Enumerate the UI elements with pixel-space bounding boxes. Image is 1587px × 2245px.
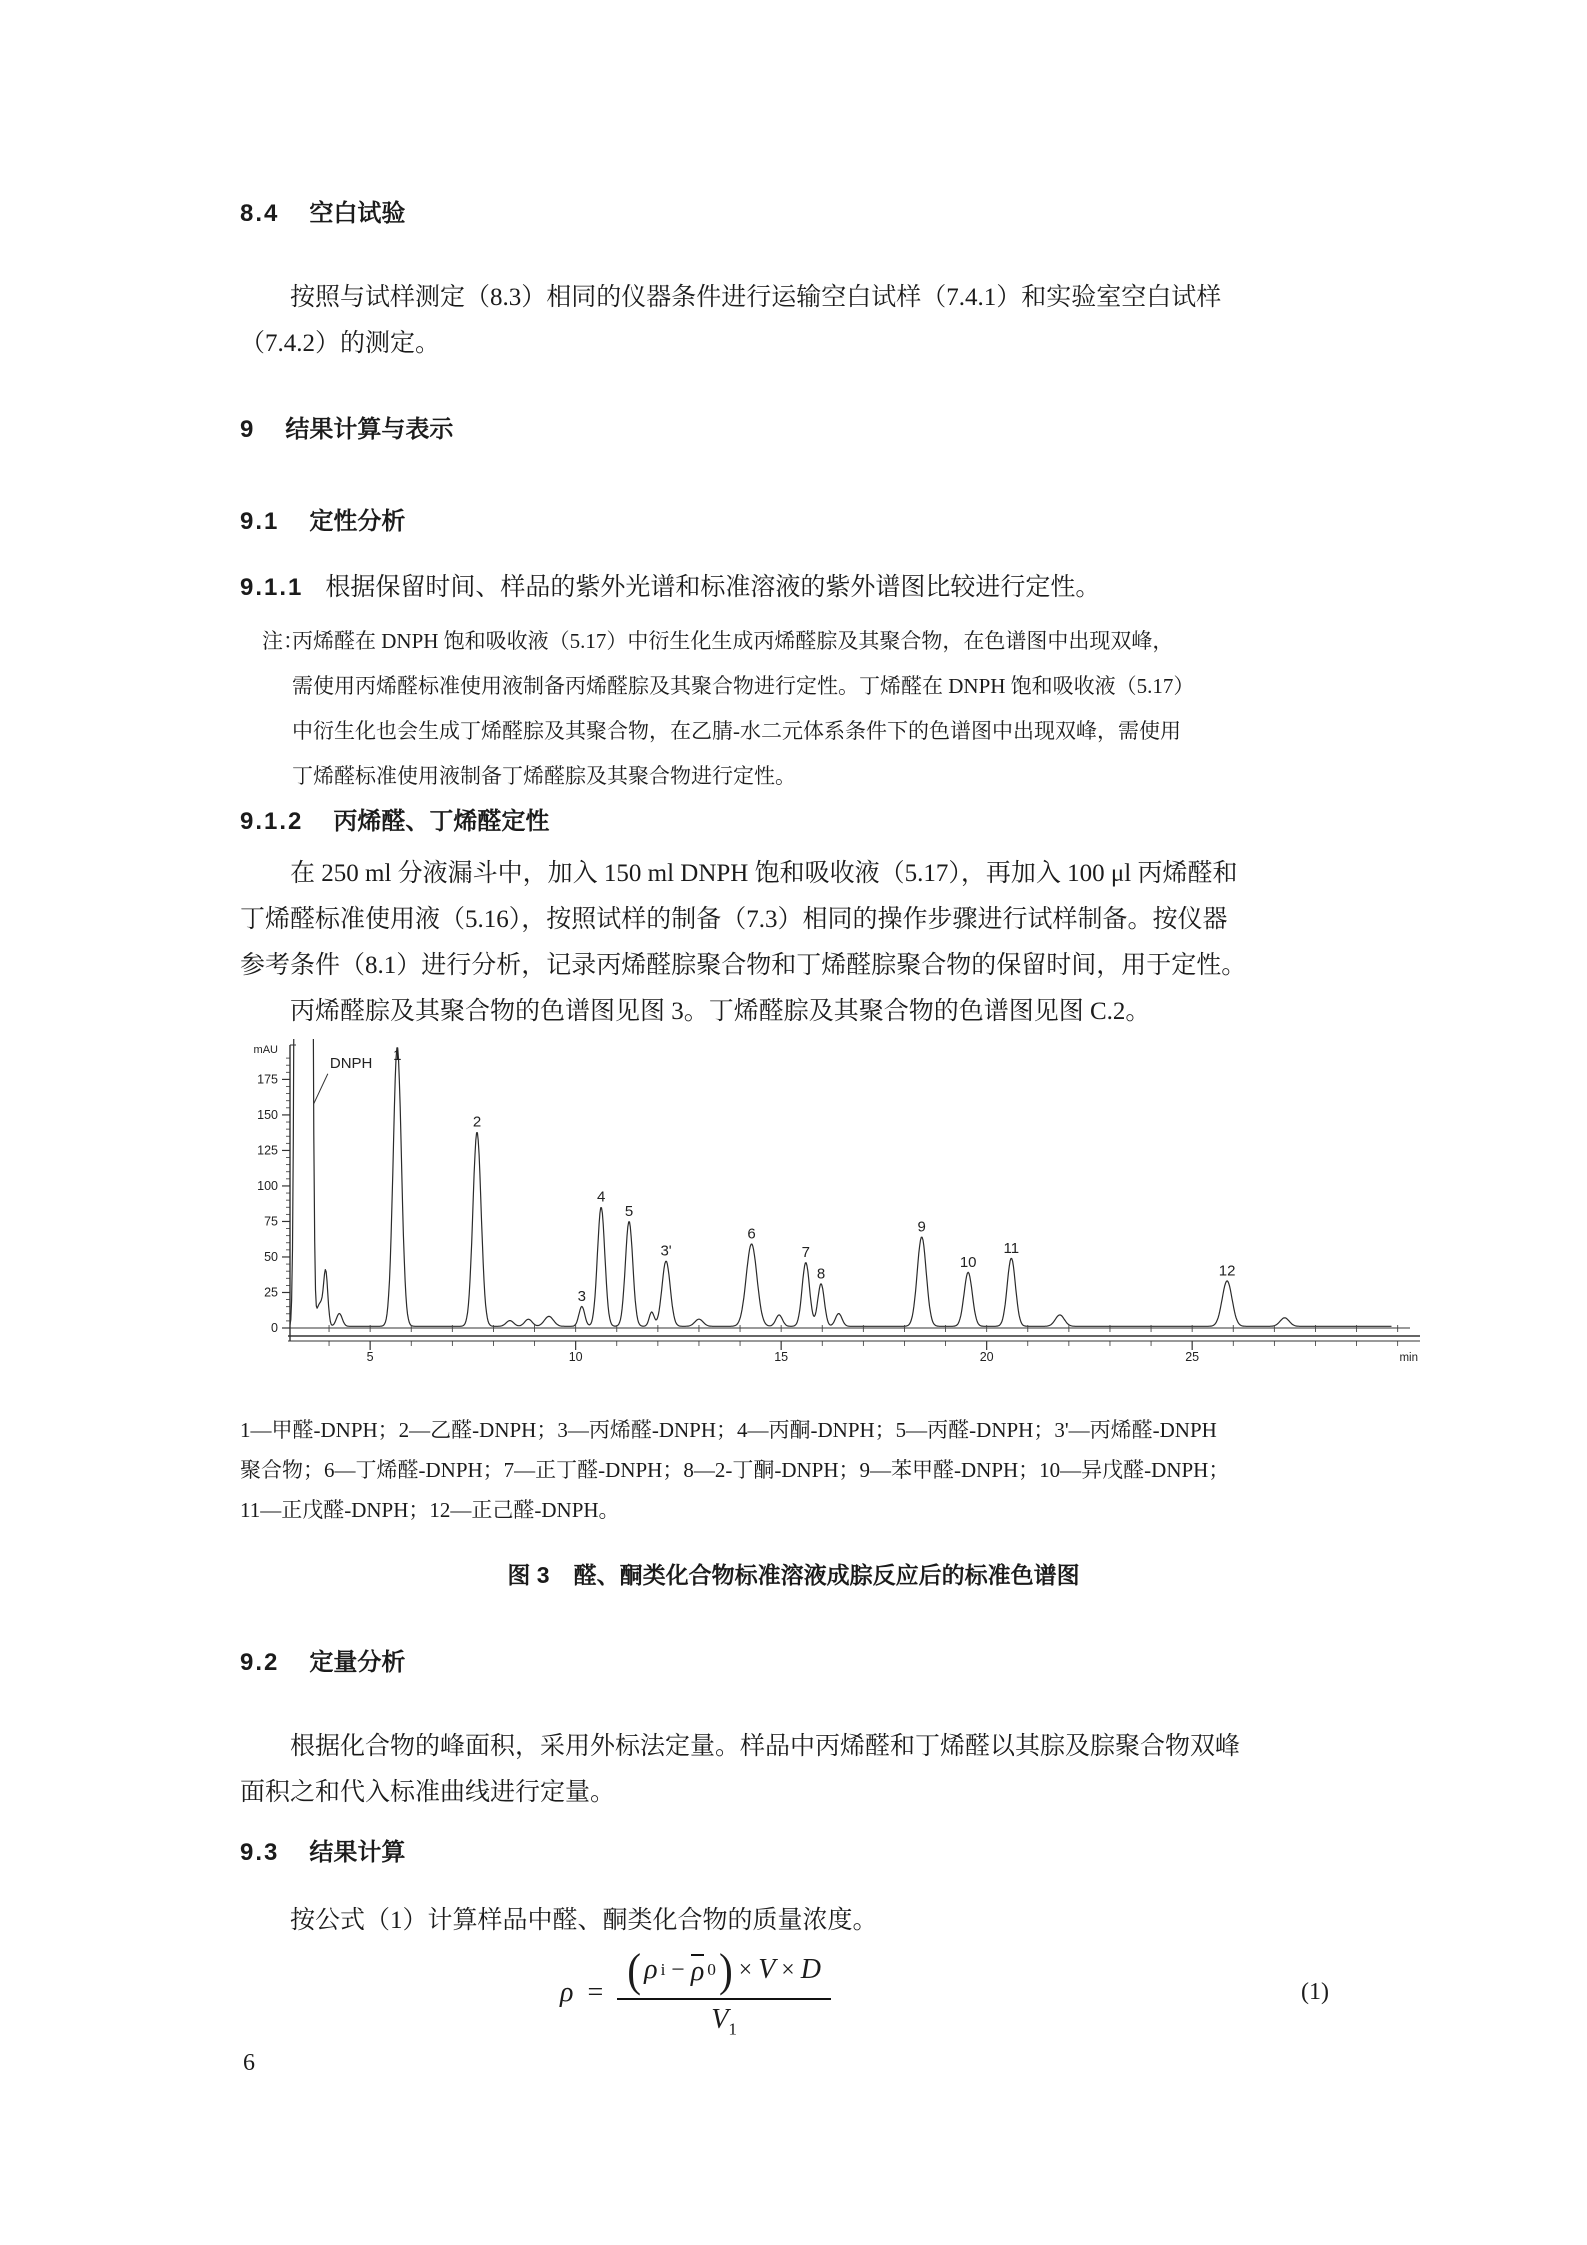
equation-fraction: [617, 1946, 831, 2040]
section-number: 9.2: [240, 1649, 280, 1676]
peak-label-3: 3: [577, 1288, 586, 1306]
paragraph-line: 按照与试样测定（8.3）相同的仪器条件进行运输空白试样（7.4.1）和实验室空白试样: [290, 284, 1222, 311]
section-9-1-2-heading: [240, 807, 1347, 837]
svg-text:175: 175: [257, 1072, 278, 1087]
rho-i: ρ: [644, 1954, 658, 1985]
section-number: 9: [240, 416, 256, 443]
minus-sign: −: [671, 1956, 685, 1983]
svg-text:75: 75: [264, 1214, 278, 1229]
note-line: 需使用丙烯醛标准使用液制备丙烯醛腙及其聚合物进行定性。丁烯醛在 DNPH 饱和吸收液（5.17）: [292, 674, 1195, 698]
figure-3-chromatogram: [178, 1039, 1428, 1374]
figure-title: 醛、酮类化合物标准溶液成腙反应后的标准色谱图: [573, 1562, 1080, 1588]
note-line: 丙烯醛在 DNPH 饱和吸收液（5.17）中衍生化生成丙烯醛腙及其聚合物，在色谱图中出现双峰，: [292, 629, 1174, 653]
clause-9-1-1: [240, 573, 1347, 603]
paragraph-line: 根据化合物的峰面积，采用外标法定量。样品中丙烯醛和丁烯醛以其腙及腙聚合物双峰: [290, 1733, 1241, 1760]
paragraph-line: 丁烯醛标准使用液（5.16），按照试样的制备（7.3）相同的操作步骤进行试样制备。按仪器: [240, 906, 1228, 933]
svg-text:mAU: mAU: [253, 1044, 278, 1056]
section-title: 结果计算与表示: [285, 416, 454, 443]
peak-label-2: 2: [472, 1113, 482, 1131]
peak-label-11: 11: [1003, 1239, 1020, 1257]
paragraph-line: 参考条件（8.1）进行分析，记录丙烯醛腙聚合物和丁烯醛腙聚合物的保留时间，用于定性。: [240, 952, 1247, 979]
open-paren: (: [627, 1944, 642, 1996]
fraction-numerator: [617, 1946, 831, 2000]
svg-text:15: 15: [774, 1350, 789, 1364]
equation-body: [165, 1946, 1226, 2040]
section-9-heading: [240, 415, 1347, 445]
svg-text:10: 10: [568, 1350, 583, 1364]
section-number: 9.1: [240, 508, 280, 535]
peak-label-6: 6: [747, 1225, 756, 1243]
subscript-1: 1: [728, 2019, 738, 2039]
section-9-3-paragraph: [240, 1898, 1347, 1944]
times-sign: ×: [738, 1956, 753, 1983]
legend-line: 11—正戊醛-DNPH；12—正己醛-DNPH。: [240, 1498, 620, 1522]
variable-v: V: [758, 1954, 776, 1985]
figure-3-caption: [240, 1560, 1347, 1590]
equation-number: (1): [1301, 1979, 1329, 2006]
close-paren: ): [718, 1944, 733, 1996]
legend-line: 1—甲醛-DNPH；2—乙醛-DNPH；3—丙烯醛-DNPH；4—丙酮-DNPH；5—丙醛-DNPH；3'—丙烯醛-DNPH: [240, 1418, 1217, 1442]
variable-v1: V: [711, 2004, 729, 2035]
peak-label-7: 7: [801, 1244, 810, 1262]
svg-text:50: 50: [264, 1249, 278, 1264]
peak-label-1: 1: [393, 1047, 402, 1064]
section-number: 9.3: [240, 1839, 280, 1866]
subscript-0: 0: [707, 1960, 716, 1979]
section-9-2-paragraph: [240, 1724, 1347, 1816]
section-9-1-2-paragraph: [240, 851, 1347, 1035]
svg-text:min: min: [1399, 1352, 1418, 1364]
svg-text:0: 0: [271, 1321, 278, 1335]
subscript-i: i: [660, 1960, 666, 1979]
equation-lhs: ρ: [560, 1976, 574, 2008]
svg-text:20: 20: [979, 1350, 994, 1364]
svg-text:25: 25: [264, 1285, 278, 1300]
fraction-denominator: [711, 2000, 737, 2040]
section-title: 空白试验: [309, 200, 406, 227]
section-9-2-heading: [240, 1648, 1347, 1678]
svg-text:150: 150: [257, 1107, 278, 1122]
clause-number: 9.1.1: [240, 574, 304, 601]
peak-label-3': 3': [660, 1242, 672, 1260]
paragraph-line: 在 250 ml 分液漏斗中，加入 150 ml DNPH 饱和吸收液（5.17），再加入 100 μl 丙烯醛和: [290, 860, 1238, 887]
page-content: [0, 199, 1587, 2040]
section-title: 定性分析: [309, 508, 406, 535]
peak-label-8: 8: [816, 1265, 826, 1283]
section-number: 8.4: [240, 200, 280, 227]
section-8-4-paragraph: [240, 275, 1347, 367]
clause-text: 根据保留时间、样品的紫外光谱和标准溶液的紫外谱图比较进行定性。: [325, 574, 1101, 601]
rho-0: ρ: [690, 1956, 705, 1987]
times-sign: ×: [781, 1956, 795, 1983]
figure-3-legend: [240, 1410, 1347, 1530]
rho-0-bar: [691, 1954, 704, 1986]
section-9-1-heading: [240, 507, 1347, 537]
note-line: 中衍生化也会生成丁烯醛腙及其聚合物，在乙腈-水二元体系条件下的色谱图中出现双峰，需使用: [292, 719, 1181, 743]
section-8-4-heading: [240, 199, 1347, 229]
section-title: 丙烯醛、丁烯醛定性: [333, 808, 550, 835]
paragraph-line: 面积之和代入标准曲线进行定量。: [240, 1779, 616, 1806]
legend-line: 聚合物；6—丁烯醛-DNPH；7—正丁醛-DNPH；8—2-丁酮-DNPH；9—苯甲醛-DNPH；10—异戊醛-DNPH；: [240, 1458, 1230, 1482]
note-label: 注：: [262, 629, 304, 653]
paragraph-line: 按公式（1）计算样品中醛、酮类化合物的质量浓度。: [290, 1907, 878, 1934]
peak-label-9: 9: [917, 1218, 926, 1236]
page-number: 6: [243, 2050, 255, 2076]
peak-label-4: 4: [596, 1188, 606, 1206]
section-number: 9.1.2: [240, 808, 304, 835]
variable-d: D: [800, 1954, 821, 1985]
paragraph-line: 丙烯醛腙及其聚合物的色谱图见图 3。丁烯醛腙及其聚合物的色谱图见图 C.2。: [290, 998, 1151, 1025]
note-block: [240, 619, 1347, 799]
peak-label-5: 5: [624, 1202, 634, 1220]
section-title: 定量分析: [309, 1649, 406, 1676]
paragraph-line: （7.4.2）的测定。: [240, 330, 441, 357]
equals-sign: =: [587, 1976, 604, 2008]
svg-text:25: 25: [1185, 1350, 1200, 1364]
peak-label-12: 12: [1218, 1262, 1236, 1280]
equation-1: [240, 1946, 1347, 2040]
svg-text:100: 100: [257, 1178, 278, 1193]
section-title: 结果计算: [309, 1839, 406, 1866]
svg-text:125: 125: [257, 1143, 278, 1158]
section-9-3-heading: [240, 1838, 1347, 1868]
peak-label-10: 10: [959, 1254, 977, 1272]
dnph-annotation: DNPH: [329, 1055, 373, 1073]
chromatogram-svg: [178, 1039, 1428, 1374]
svg-text:5: 5: [366, 1350, 374, 1364]
figure-number: 图 3: [507, 1562, 550, 1588]
note-line: 丁烯醛标准使用液制备丁烯醛腙及其聚合物进行定性。: [292, 764, 796, 788]
